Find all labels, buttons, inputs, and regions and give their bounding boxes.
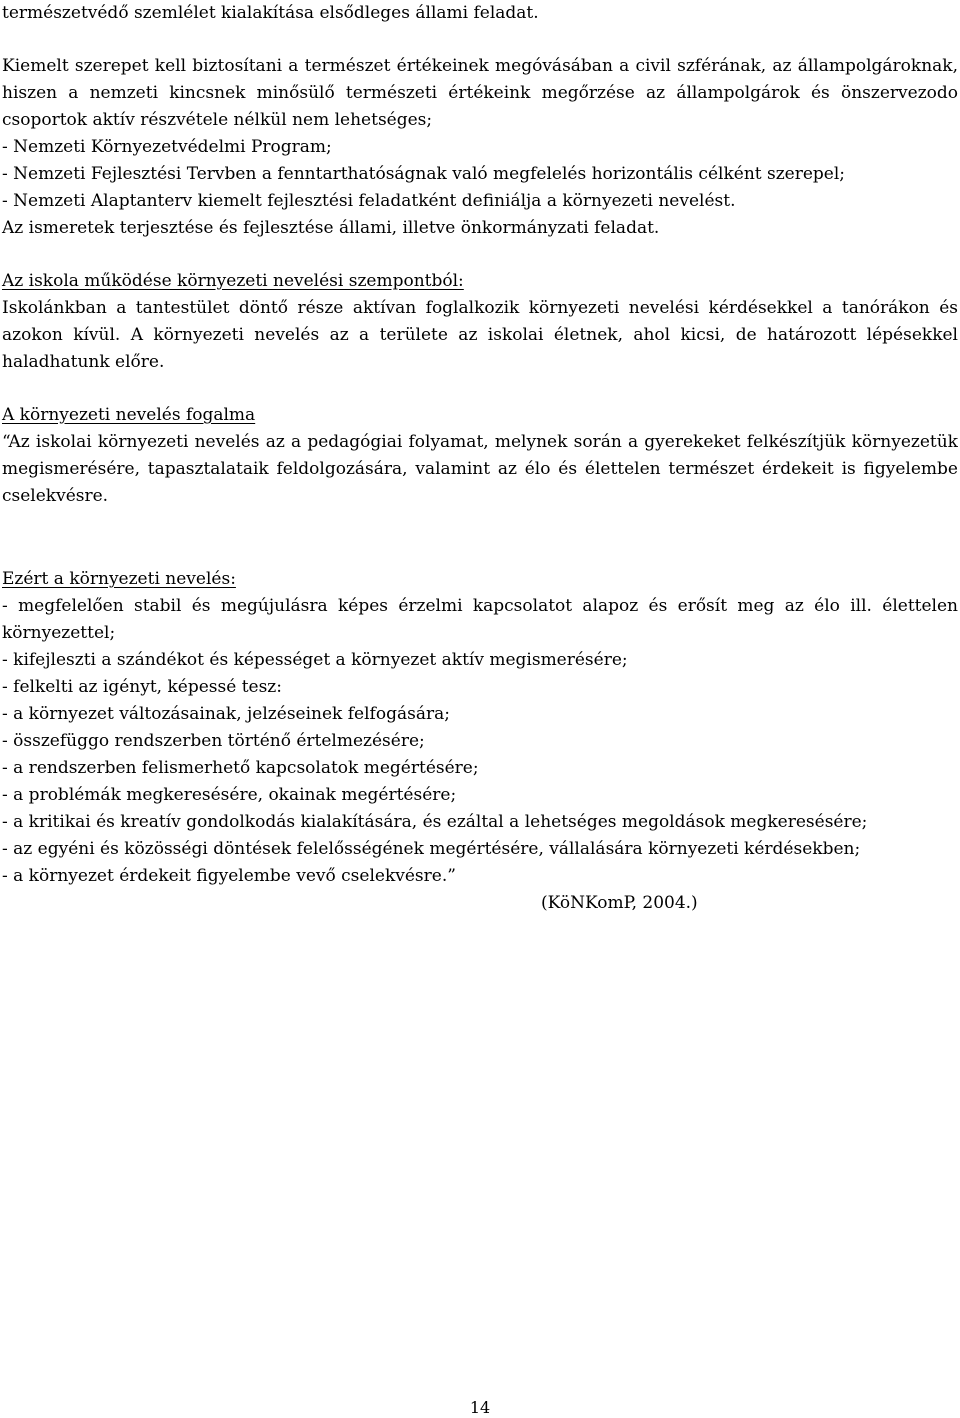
- list-item: - Nemzeti Fejlesztési Tervben a fenntarthatóságnak való megfelelés horizontális célként szerepel;: [2, 164, 846, 184]
- quote-line: cselekvésre.: [2, 486, 109, 506]
- quote-line: megismerésére, tapasztalataik feldolgozására, valamint az élo és élettelen természet érdekeit is figyelembe: [2, 459, 958, 479]
- list-item: - a környezet érdekeit figyelembe vevő cselekvésre.”: [2, 866, 456, 886]
- quote-line: “Az iskolai környezeti nevelés az a pedagógiai folyamat, melynek során a gyerekeket felkészítjük környezetük: [2, 432, 958, 452]
- list-item: - Nemzeti Alaptanterv kiemelt fejlesztési feladatként definiálja a környezeti nevelést.: [2, 191, 736, 211]
- paragraph-line: Az ismeretek terjesztése és fejlesztése állami, illetve önkormányzati feladat.: [2, 218, 660, 238]
- section-heading-definition: [2, 402, 958, 429]
- list-item: - a környezet változásainak, jelzéseinek felfogására;: [2, 704, 450, 724]
- paragraph-line: haladhatunk előre.: [2, 352, 165, 372]
- list-item: - a problémák megkeresésére, okainak megértésére;: [2, 785, 457, 805]
- intro-line: természetvédő szemlélet kialakítása elsődleges állami feladat.: [2, 3, 539, 23]
- list-item: - kifejleszti a szándékot és képességet a környezet aktív megismerésére;: [2, 650, 628, 670]
- school-heading-text: Az iskola működése környezeti nevelési szempontból:: [2, 271, 464, 291]
- paragraph-line: azokon kívül. A környezeti nevelés az a területe az iskolai életnek, ahol kicsi, de határozott lépésekkel: [2, 325, 958, 345]
- list-item: - megfelelően stabil és megújulásra képes érzelmi kapcsolatot alapoz és erősít meg az élo ill. élettelen: [2, 596, 958, 616]
- list-item: környezettel;: [2, 623, 116, 643]
- paragraph-line: Kiemelt szerepet kell biztosítani a természet értékeinek megóvásában a civil szférának, az állampolgároknak,: [2, 56, 958, 76]
- therefore-heading-text: Ezért a környezeti nevelés:: [2, 569, 236, 589]
- paragraph-line: Iskolánkban a tantestület döntő része aktívan foglalkozik környezeti nevelési kérdésekkel a tanórákon és: [2, 298, 958, 318]
- section-heading-therefore: [2, 566, 958, 593]
- definition-heading-text: A környezeti nevelés fogalma: [2, 405, 256, 425]
- paragraph-gap: [2, 242, 958, 268]
- paragraph-gap: [2, 27, 958, 53]
- list-item: - felkelti az igényt, képessé tesz:: [2, 677, 282, 697]
- list-item: - összefüggo rendszerben történő értelmezésére;: [2, 731, 425, 751]
- list-item: - Nemzeti Környezetvédelmi Program;: [2, 137, 332, 157]
- paragraph-gap: [2, 376, 958, 402]
- citation: (KöNKomP, 2004.): [541, 893, 698, 913]
- section-heading-school: [2, 268, 958, 295]
- section-gap: [2, 510, 958, 566]
- paragraph-line: csoportok aktív részvétele nélkül nem lehetséges;: [2, 110, 433, 130]
- list-item: - a rendszerben felismerhető kapcsolatok megértésére;: [2, 758, 479, 778]
- list-item: - a kritikai és kreatív gondolkodás kialakítására, és ezáltal a lehetséges megoldások megkeresésére;: [2, 812, 868, 832]
- paragraph-line: hiszen a nemzeti kincsnek minősülő természeti értékeink megőrzése az állampolgárok és önszervezodo: [2, 83, 958, 103]
- list-item: - az egyéni és közösségi döntések felelősségének megértésére, vállalására környezeti kérdésekben;: [2, 839, 861, 859]
- document-page: [2, 0, 958, 917]
- page-number: 14: [469, 1398, 491, 1417]
